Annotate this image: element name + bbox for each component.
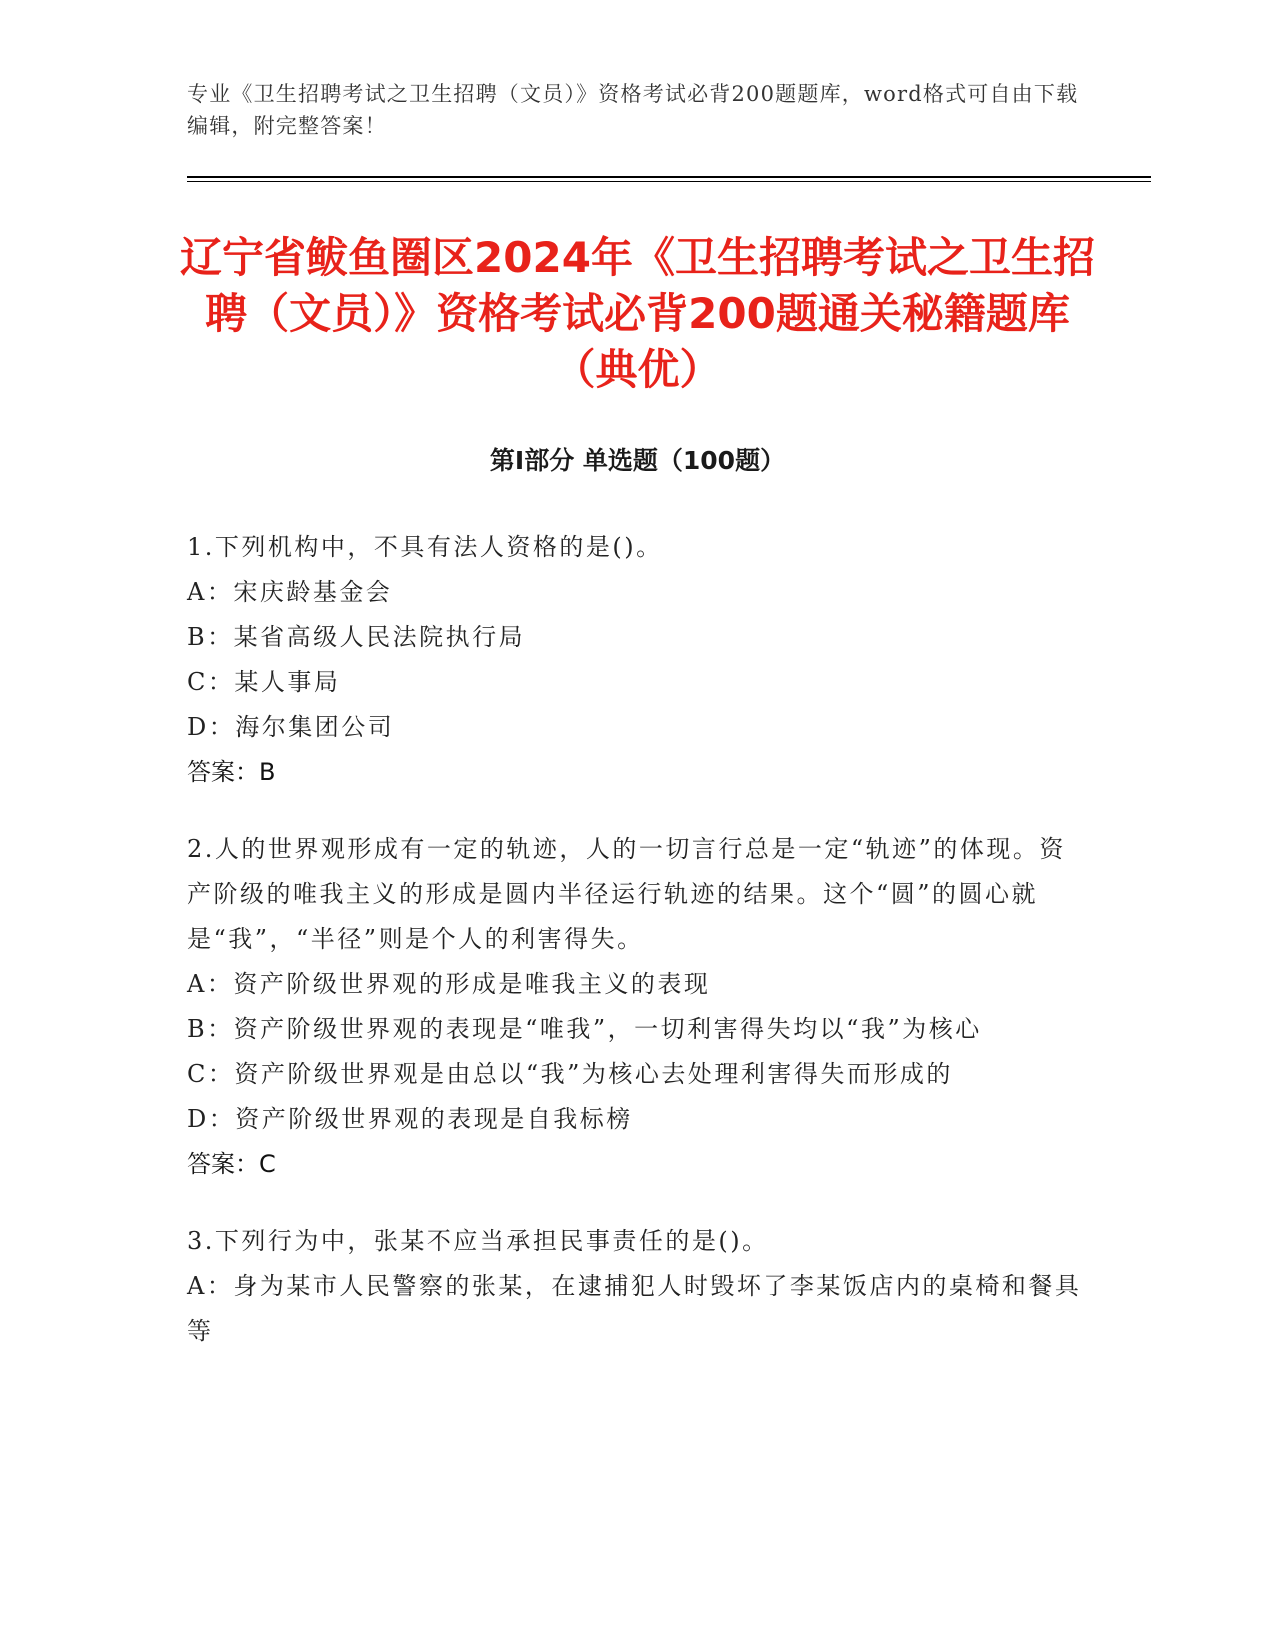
- section-title: 第Ⅰ部分 单选题（100题）: [489, 446, 786, 475]
- option-d: D：资产阶级世界观的表现是自我标榜: [187, 1105, 633, 1133]
- question-stem: 3.下列行为中，张某不应当承担民事责任的是()。: [187, 1227, 769, 1255]
- question-stem: 1.下列机构中，不具有法人资格的是()。: [187, 533, 663, 561]
- answer: 答案：C: [187, 1150, 276, 1178]
- header-divider-thin: [187, 181, 1151, 182]
- question-stem: 2.人的世界观形成有一定的轨迹，人的一切言行总是一定“轨迹”的体现。资产阶级的唯我主义的形成是圆内半径运行轨迹的结果。这个“圆”的圆心就是“我”，“半径”则是个人的利害得失。: [187, 835, 1066, 953]
- option-b: B：某省高级人民法院执行局: [187, 623, 526, 651]
- question-3: [187, 1219, 1087, 1354]
- option-d: D：海尔集团公司: [187, 713, 395, 741]
- option-b: B：资产阶级世界观的表现是“唯我”，一切利害得失均以“我”为核心: [187, 1015, 982, 1043]
- question-list: [187, 525, 1087, 1386]
- answer: 答案：B: [187, 758, 276, 786]
- header-divider-thick: [187, 176, 1151, 178]
- header-note: 专业《卫生招聘考试之卫生招聘（文员）》资格考试必背200题题库，word格式可自由下载编辑，附完整答案！: [187, 82, 1079, 138]
- option-c: C：资产阶级世界观是由总以“我”为核心去处理利害得失而形成的: [187, 1060, 953, 1088]
- document-title: 辽宁省鲅鱼圈区2024年《卫生招聘考试之卫生招聘（文员）》资格考试必背200题通关秘籍题库（典优）: [180, 233, 1095, 394]
- option-a: A：身为某市人民警察的张某，在逮捕犯人时毁坏了李某饭店内的桌椅和餐具等: [187, 1272, 1082, 1345]
- option-a: A：资产阶级世界观的形成是唯我主义的表现: [187, 970, 711, 998]
- question-1: [187, 525, 1087, 795]
- question-2: [187, 827, 1087, 1187]
- option-c: C：某人事局: [187, 668, 341, 696]
- option-a: A：宋庆龄基金会: [187, 578, 393, 606]
